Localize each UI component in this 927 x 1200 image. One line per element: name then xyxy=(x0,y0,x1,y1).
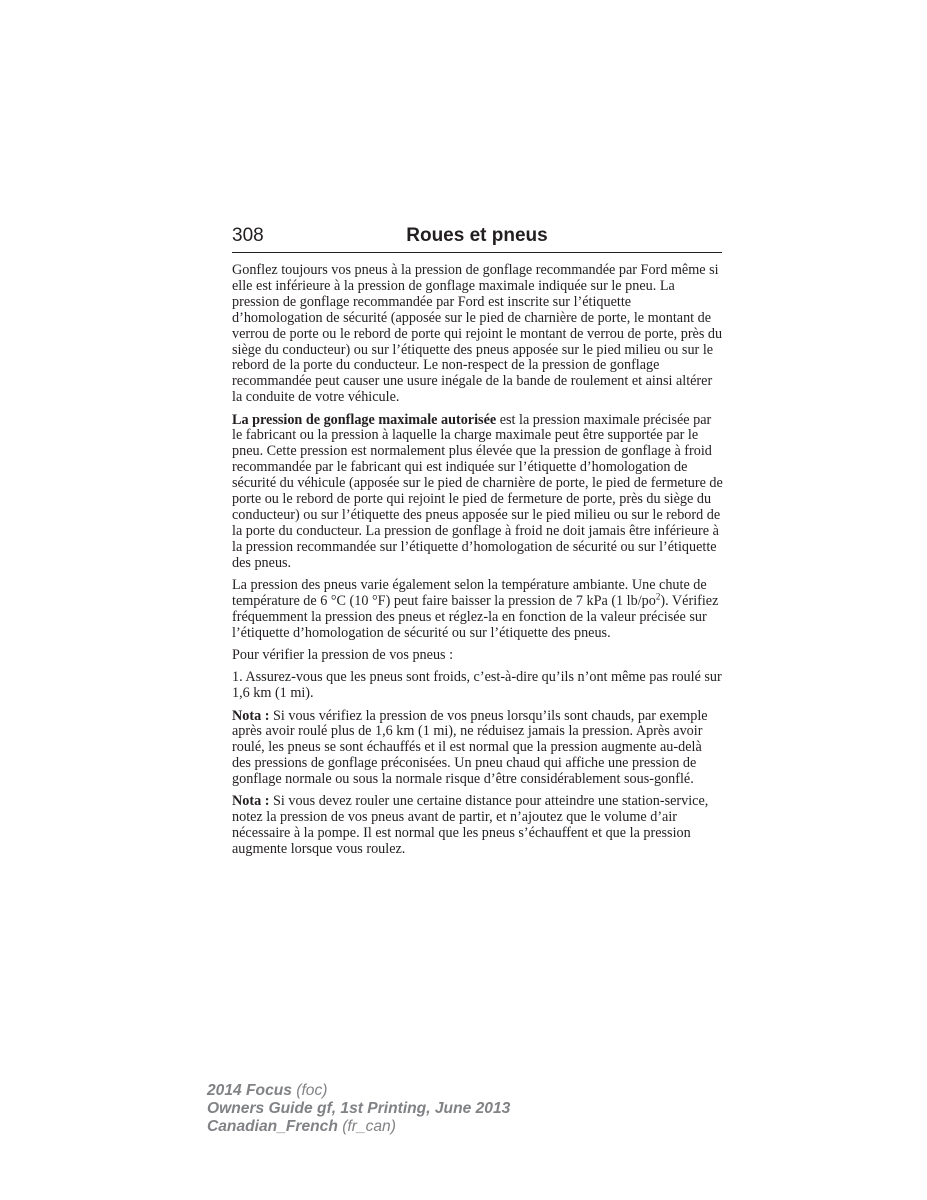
section-title: Roues et pneus xyxy=(406,225,548,246)
paragraph-temperature xyxy=(232,578,724,642)
note-1 xyxy=(232,709,724,789)
footer-printing: Owners Guide gf, 1st Printing, June 2013 xyxy=(207,1100,511,1117)
footer-model: 2014 Focus xyxy=(207,1082,292,1099)
footer-line-1 xyxy=(207,1082,627,1100)
temperature-text-b: ). Vérifiez fréquemment la pression des pneus et réglez-la en fonction de la valeur précisée sur l’étiquette d’homologation de sécurité ou sur l’étiquette des pneus. xyxy=(232,592,719,641)
note-2 xyxy=(232,794,724,858)
page-header xyxy=(232,225,722,253)
max-pressure-term: La pression de gonflage maximale autorisée xyxy=(232,411,497,428)
superscript: 2 xyxy=(655,591,661,602)
note-label: Nota : xyxy=(232,793,270,810)
footer-language: Canadian_French xyxy=(207,1118,338,1135)
note-label: Nota : xyxy=(232,707,270,724)
max-pressure-text: est la pression maximale précisée par le fabricant ou la pression à laquelle la charge maximale peut être supportée par le pneu. Cette pression est normalement plus élevée que la pression de gonflage à froid recommandée par le fabricant qui est indiquée sur l’étiquette d’homologation de sécurité du véhicule (apposée sur le pied de charnière de porte, le pied de fermeture de porte ou le rebord de porte qui rejoint le pied de fermeture de porte, près du siège du conducteur) ou sur l’étiquette des pneus apposée sur le pied milieu ou sur le rebord de la porte du conducteur. La pression de gonflage à froid ne doit jamais être inférieure à la pression recommandée sur l’étiquette d’homologation de sécurité ou sur l’étiquette des pneus. xyxy=(232,411,723,571)
footer-language-code: (fr_can) xyxy=(337,1118,396,1135)
paragraph-max-pressure xyxy=(232,413,724,572)
temperature-text-a: La pression des pneus varie également selon la température ambiante. Une chute de température de 6 °C (10 °F) peut faire baisser la pression de 7 kPa (1 lb/po xyxy=(232,577,707,609)
paragraph-recommended-pressure: Gonflez toujours vos pneus à la pression de gonflage recommandée par Ford même si elle est inférieure à la pression de gonflage maximale indiquée sur le pneu. La pression de gonflage recommandée par Ford est inscrite sur l’étiquette d’homologation de sécurité (apposée sur le pied de charnière de porte, le montant de verrou de porte ou le rebord de porte qui rejoint le montant de verrou de porte, près du siège du conducteur) ou sur l’étiquette des pneus apposée sur le pied milieu ou sur le rebord de la porte du conducteur. Le non-respect de la pression de gonflage recommandée peut causer une usure inégale de la bande de roulement et ainsi altérer la conduite de votre véhicule. xyxy=(232,262,723,406)
note-text: Si vous devez rouler une certaine distance pour atteindre une station-service, notez la pression de vos pneus avant de partir, et n’ajoutez que le volume d’air nécessaire à la pompe. Il est normal que les pneus s’échauffent et que la pression augmente lorsque vous roulez. xyxy=(232,793,709,858)
body-text xyxy=(232,263,724,864)
page-number: 308 xyxy=(232,225,264,246)
footer-line-3 xyxy=(207,1118,627,1136)
footer-model-code: (foc) xyxy=(291,1082,328,1099)
step-1: 1. Assurez-vous que les pneus sont froids, c’est-à-dire qu’ils n’ont même pas roulé sur 1,6 km (1 mi). xyxy=(232,669,722,702)
paragraph-check-intro: Pour vérifier la pression de vos pneus : xyxy=(232,647,454,664)
page-footer xyxy=(207,1082,627,1136)
footer-line-2 xyxy=(207,1100,627,1118)
note-text: Si vous vérifiez la pression de vos pneus lorsqu’ils sont chauds, par exemple après avoir roulé plus de 1,6 km (1 mi), ne réduisez jamais la pression. Après avoir roulé, les pneus se sont échauffés et il est normal que la pression augmente au-delà des pressions de gonflage préconisées. Un pneu chaud qui affiche une pression de gonflage normale ou sous la normale risque d’être considérablement sous-gonflé. xyxy=(232,707,708,788)
